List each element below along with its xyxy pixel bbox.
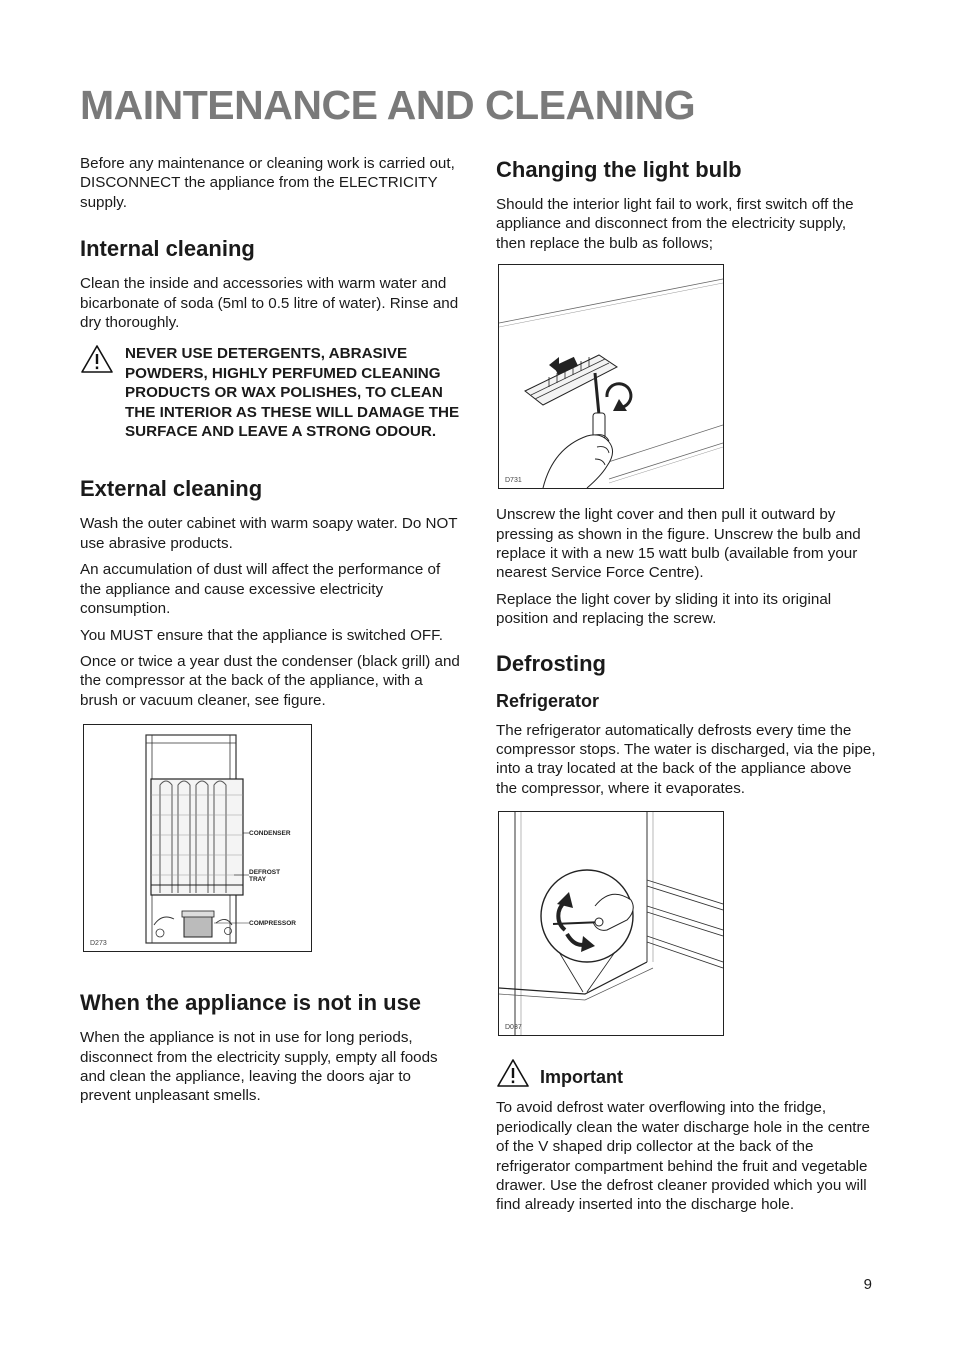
internal-cleaning-heading: Internal cleaning [80, 236, 255, 262]
page-title: MAINTENANCE AND CLEANING [80, 82, 696, 128]
light-cover-illustration [499, 265, 723, 488]
defrost-figure-code: D037 [505, 1024, 522, 1032]
compressor-label: COMPRESSOR [249, 920, 296, 928]
appliance-back-illustration [84, 725, 311, 951]
internal-cleaning-text: Clean the inside and accessories with warm water and bicarbonate of soda (5ml to 0.5 litre of water). Rinse and dry thoroughly. [80, 275, 459, 332]
defrost-tray-label-line2: TRAY [249, 876, 267, 884]
defrost-tray-label-line1: DEFROST [249, 869, 281, 877]
condenser-figure [83, 724, 312, 952]
right-column [496, 154, 876, 1222]
defrost-figure [498, 811, 724, 1036]
figure-code: D273 [90, 940, 107, 948]
light-bulb-p3: Replace the light cover by sliding it into its original position and replacing the screw. [496, 590, 832, 628]
light-bulb-figure [498, 264, 724, 489]
light-bulb-p2: Unscrew the light cover and then pull it outward by pressing as shown in the figure. Unscrew the bulb and replace it with a new 15 watt bulb (available from your nearest Service Force Centre). [496, 506, 861, 582]
bulb-figure-code: D731 [505, 477, 522, 485]
warning-triangle-icon [496, 1058, 530, 1088]
external-cleaning-heading: External cleaning [80, 476, 263, 502]
left-column [80, 154, 460, 1113]
external-cleaning-p4: Once or twice a year dust the condenser (black grill) and the compressor at the back of the appliance, with a brush or vacuum cleaner, see figure. [80, 652, 460, 709]
refrigerator-subheading: Refrigerator [496, 690, 600, 711]
intro-text: Before any maintenance or cleaning work is carried out, DISCONNECT the appliance from the ELECTRICITY supply. [80, 155, 455, 211]
warning-text: NEVER USE DETERGENTS, ABRASIVE POWDERS, HIGHLY PERFUMED CLEANING PRODUCTS OR WAX POLISHES, TO CLEAN THE INTERIOR AS THESE WILL DAMAGE THE SURFACE AND LEAVE A STRONG ODOUR. [125, 345, 460, 441]
important-text: To avoid defrost water overflowing into the fridge, periodically clean the water discharge hole in the centre of the V shaped drip collector at the back of the refrigerator compartment behind the fruit and vegetable drawer. Use the defrost cleaner provided which you will find already inserted into the discharge hole. [496, 1099, 870, 1214]
external-cleaning-p2: An accumulation of dust will affect the performance of the appliance and cause excessive electricity consumption. [80, 561, 441, 618]
page-number: 9 [863, 1276, 872, 1293]
light-bulb-p1: Should the interior light fail to work, first switch off the appliance and disconnect from the electricity supply, then replace the bulb as follows; [496, 196, 854, 252]
light-bulb-heading: Changing the light bulb [496, 157, 742, 182]
not-in-use-text: When the appliance is not in use for long periods, disconnect from the electricity supply, empty all foods and clean the appliance, leaving the doors ajar to prevent unpleasant smells. [80, 1029, 438, 1105]
drip-collector-illustration [499, 812, 723, 1035]
warning-block [80, 344, 460, 441]
defrosting-heading: Defrosting [496, 650, 606, 676]
external-cleaning-p3: You MUST ensure that the appliance is switched OFF. [80, 626, 443, 644]
defrosting-text: The refrigerator automatically defrosts every time the compressor stops. The water is discharged, via the pipe, into a tray located at the back of the appliance above the compressor, where it evaporates. [496, 721, 876, 797]
condenser-label: CONDENSER [249, 830, 291, 838]
not-in-use-heading: When the appliance is not in use [80, 990, 422, 1016]
important-heading-row [496, 1058, 876, 1088]
warning-triangle-icon [80, 344, 114, 374]
external-cleaning-p1: Wash the outer cabinet with warm soapy water. Do NOT use abrasive products. [80, 515, 458, 552]
important-heading: Important [540, 1067, 623, 1088]
